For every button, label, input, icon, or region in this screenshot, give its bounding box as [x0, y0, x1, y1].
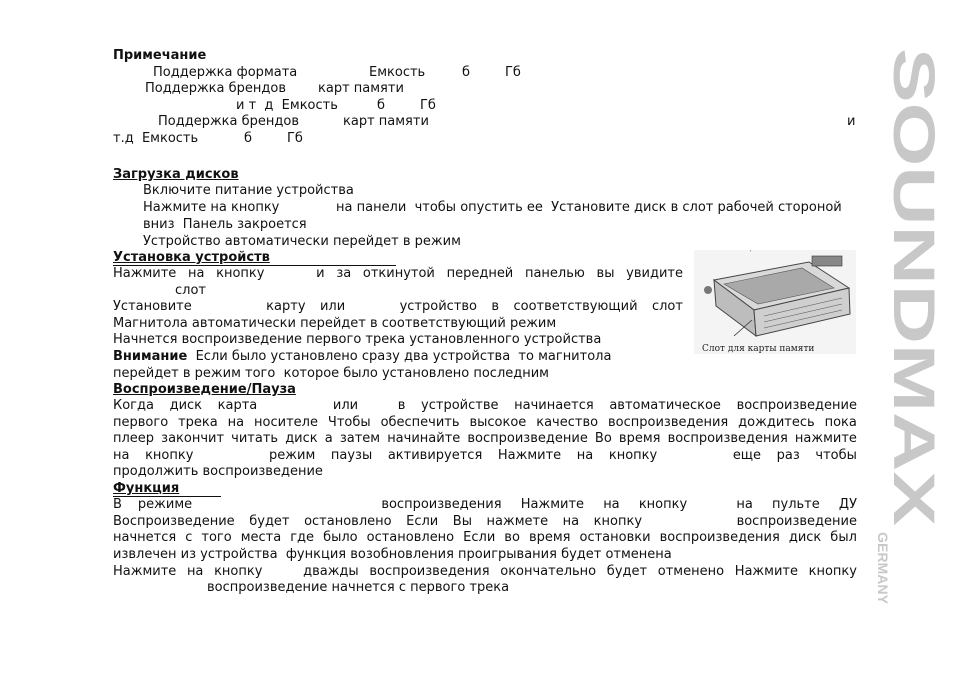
note-text: б	[244, 131, 253, 146]
note-text: и	[847, 114, 856, 129]
play-text: продолжить воспроизведение	[113, 464, 323, 479]
note-text: т.д Емкость	[113, 131, 199, 146]
note-text: Гб	[420, 98, 436, 113]
install-text: перейдет в режим того которое было установлено последним	[113, 366, 549, 381]
install-text: слот	[175, 283, 206, 298]
func-line-5: Нажмите на кнопку дважды воспроизведения окончательно будет отменено Нажмите кнопку	[113, 564, 857, 579]
note-text: Гб	[505, 65, 521, 80]
play-line-1: Когда диск карта или в устройстве начинается автоматическое воспроизведение	[113, 398, 857, 413]
play-line-4: на кнопку режим паузы активируется Нажмите на кнопку еще раз чтобы	[113, 448, 857, 463]
loading-text: Нажмите на кнопку	[143, 200, 280, 215]
install-text: Магнитола автоматически перейдет в соответствующий режим	[113, 316, 557, 331]
illustration-caption: Слот для карты памяти	[702, 344, 815, 354]
brand-logo	[848, 40, 946, 620]
note-text: б	[377, 98, 386, 113]
func-line-2: Воспроизведение будет остановлено Если Вы нажмете на кнопку воспроизведение	[113, 514, 857, 529]
note-text: Гб	[287, 131, 303, 146]
func-text: извлечен из устройства функция возобновления проигрывания будет отменена	[113, 547, 672, 562]
install-line-3: Установите карту или устройство в соответствующий слот	[113, 299, 683, 314]
section-title-function: Функция	[113, 481, 180, 496]
brand-sub: GERMANY	[875, 532, 891, 604]
svg-text:': '	[750, 250, 752, 256]
note-text: карт памяти	[343, 114, 429, 129]
loading-text: Включите питание устройства	[143, 183, 354, 198]
note-text: Поддержка брендов	[145, 81, 286, 96]
note-text: б	[462, 65, 471, 80]
note-title: Примечание	[113, 48, 207, 63]
section-title-loading: Загрузка дисков	[113, 167, 239, 182]
note-text: Поддержка формата	[153, 65, 298, 80]
note-text: и т д Емкость	[236, 98, 338, 113]
func-text: воспроизведение начнется с первого трека	[207, 580, 510, 595]
func-line-3: начнется с того места где было остановлено Если во время остановки воспроизведения диск был	[113, 530, 857, 545]
play-line-2: первого трека на носителе Чтобы обеспечить высокое качество воспроизведения дождитесь пока	[113, 415, 857, 430]
brand-name: SOUNDMAX	[881, 48, 946, 387]
play-line-3: плеер закончит читать диск а затем начинайте воспроизведение Во время воспроизведения нажмите	[113, 431, 857, 446]
loading-text: вниз Панель закроется	[143, 217, 307, 232]
note-text: Поддержка брендов	[158, 114, 299, 129]
func-line-1: В режиме воспроизведения Нажмите на кнопку на пульте ДУ	[113, 497, 857, 512]
loading-text: на панели чтобы опустить ее Установите диск в слот рабочей стороной	[336, 200, 842, 215]
install-attention: Внимание Если было установлено сразу два устройства то магнитола	[113, 349, 612, 364]
section-title-play: Воспроизведение/Пауза	[113, 382, 296, 397]
note-text: карт памяти	[318, 81, 404, 96]
section-title-install: Установка устройств	[113, 250, 270, 265]
loading-text: Устройство автоматически перейдет в режим	[143, 234, 461, 249]
install-text: Начнется воспроизведение первого трека установленного устройства	[113, 332, 602, 347]
device-slot-illustration	[694, 250, 856, 354]
install-line-1: Нажмите на кнопку и за откинутой передней панелью вы увидите	[113, 266, 683, 281]
note-text: Емкость	[369, 65, 426, 80]
